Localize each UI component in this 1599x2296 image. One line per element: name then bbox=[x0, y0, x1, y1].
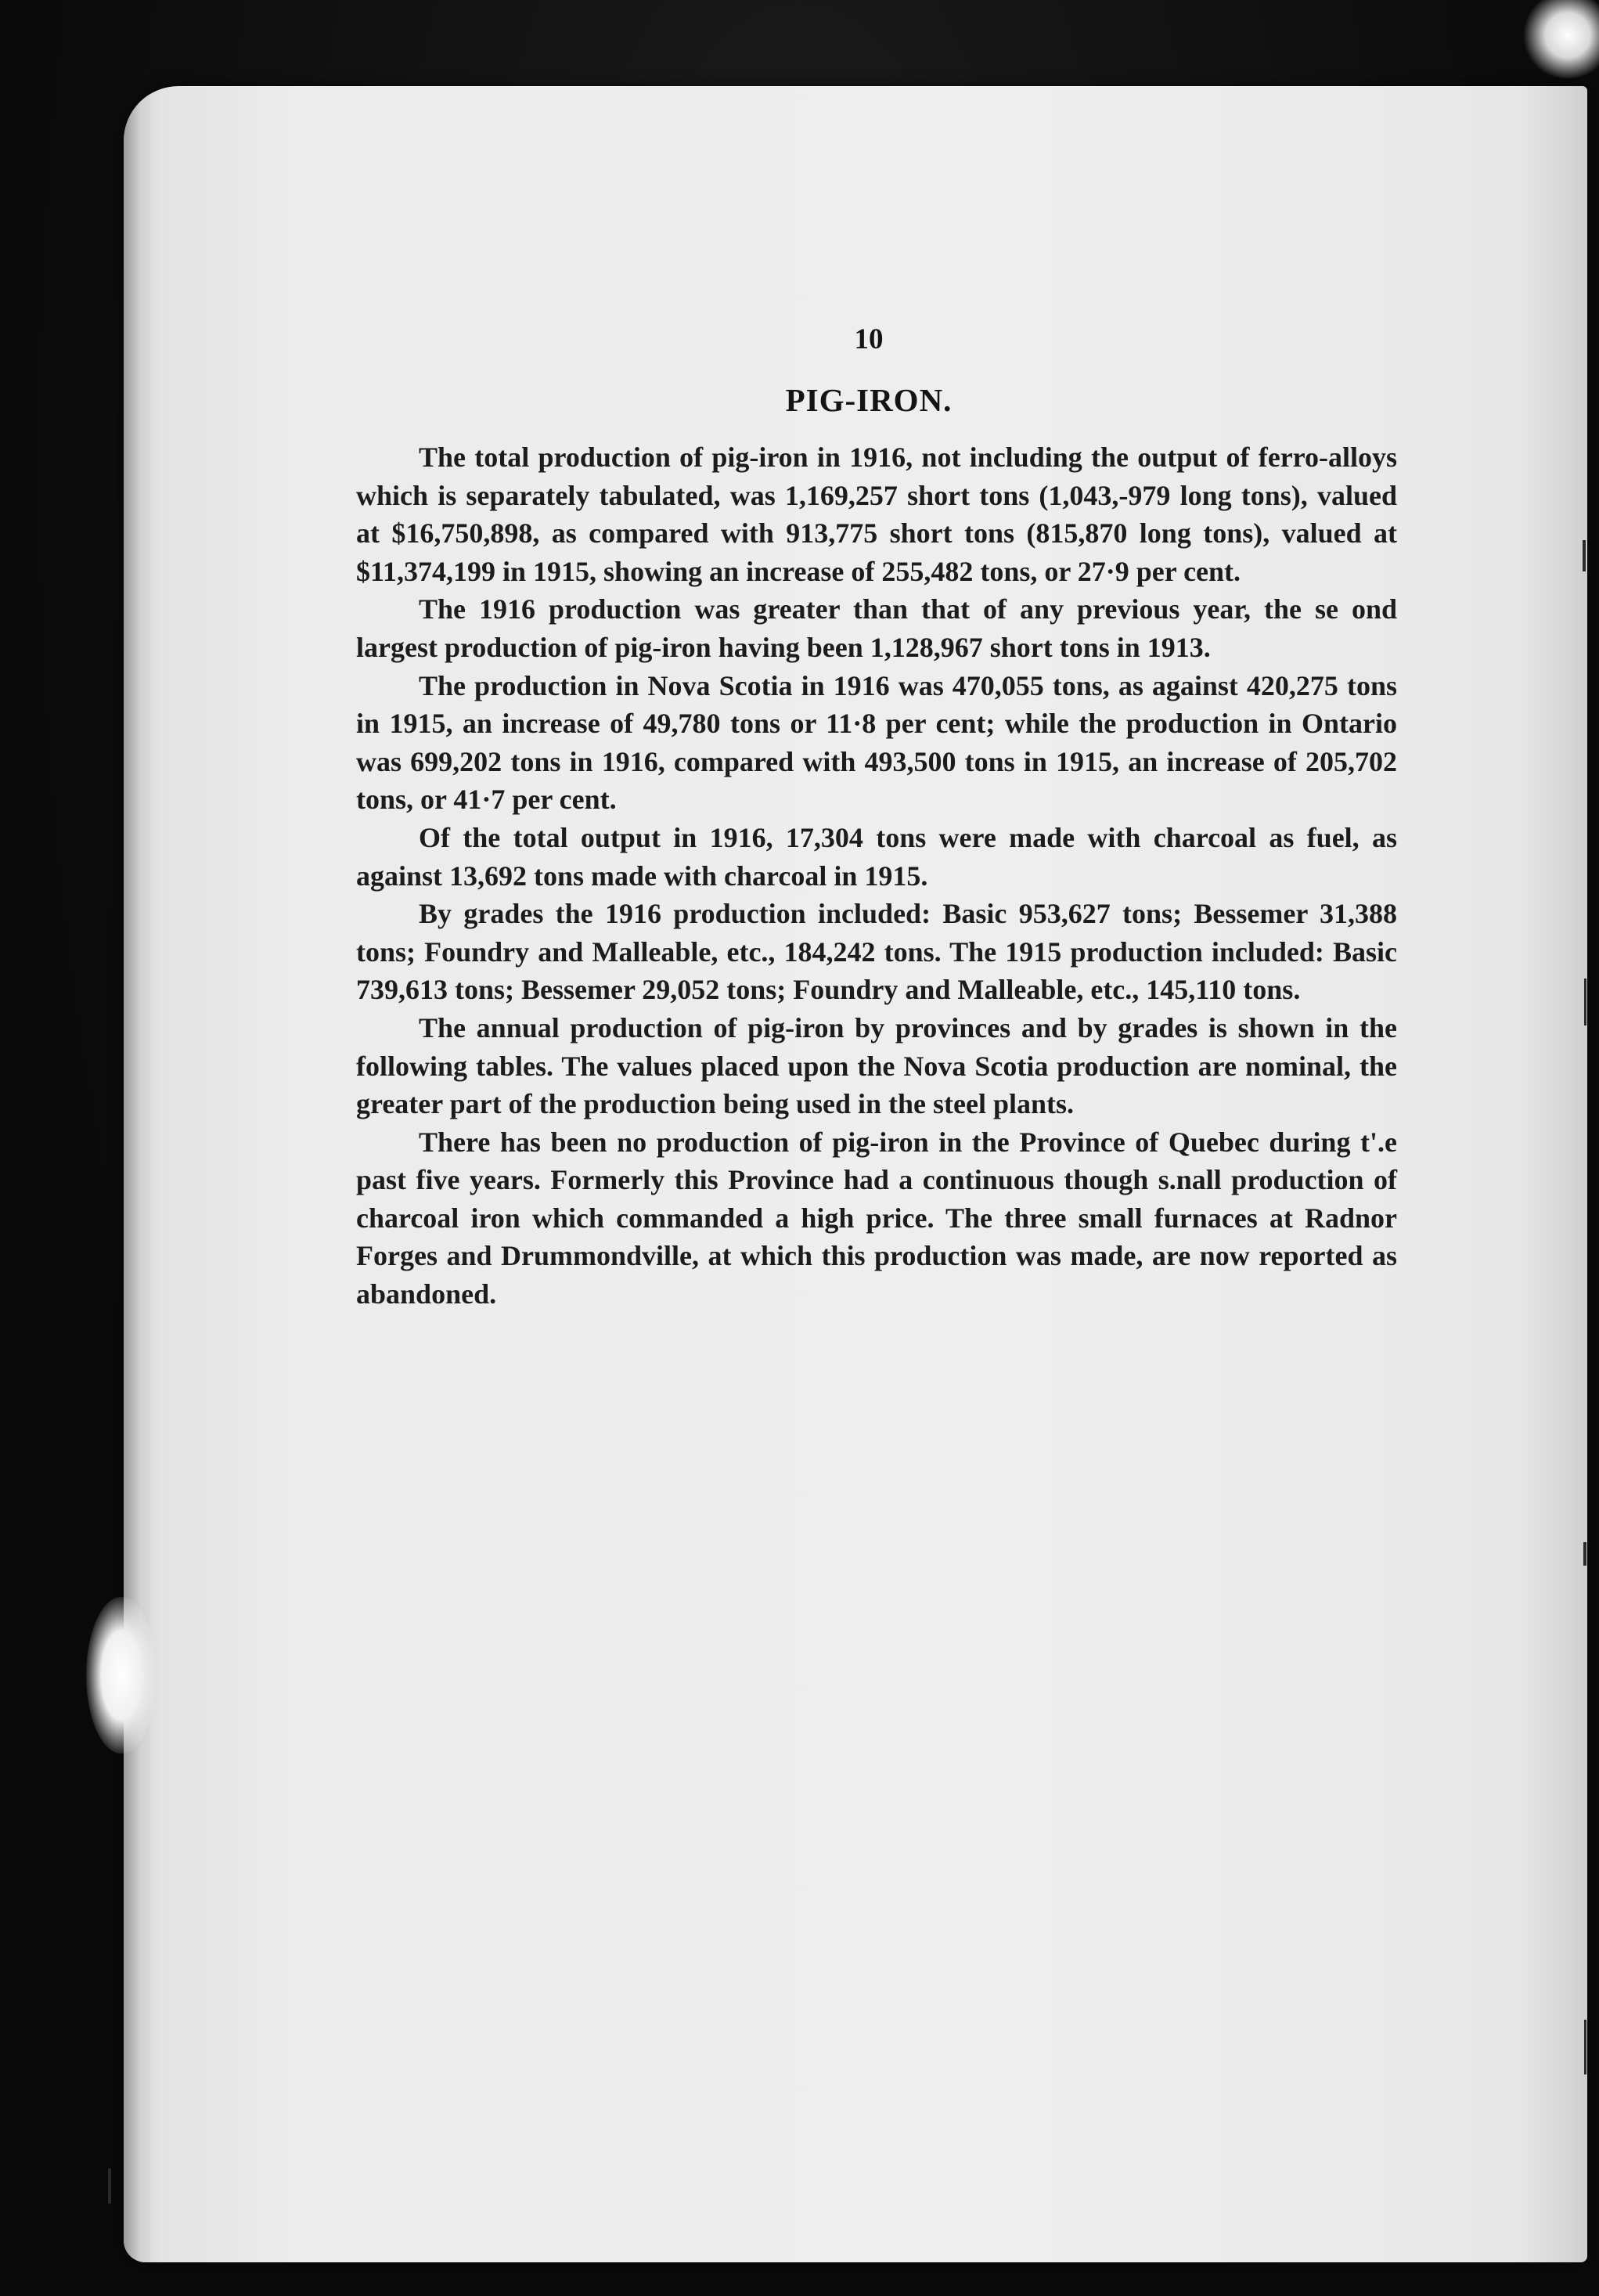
light-glare-top bbox=[1521, 0, 1599, 78]
edge-mark bbox=[1583, 540, 1586, 571]
paragraph: There has been no production of pig-iron in the Province of Quebec during t'.e past five years. Formerly this Province had a continuous though s.nall production of charcoal iron which commanded a high price. The three small furnaces at Radnor Forges and Drummondville, at which this production was made, are now reported as abandoned. bbox=[356, 1126, 1397, 1310]
edge-mark bbox=[1584, 2020, 1586, 2074]
paragraph: Of the total output in 1916, 17,304 tons were made with charcoal as fuel, as against 13,692 tons made with charcoal in 1915. bbox=[356, 821, 1397, 892]
light-glare-left bbox=[86, 1597, 157, 1754]
page-number: 10 bbox=[854, 323, 884, 355]
edge-mark bbox=[1583, 1542, 1586, 1566]
edge-mark bbox=[108, 2168, 111, 2204]
paragraph: The total production of pig-iron in 1916, not including the output of ferro-alloys which is separately tabulated, was 1,169,257 short tons (1,043,-979 long tons), valued at $16,750,898, as compared with 913,775 short tons (815,870 long tons), valued at $11,374,199 in 1915, showing an increase of 255,482 tons, or 27·9 per cent. bbox=[356, 442, 1397, 587]
page-title: PIG-IRON. bbox=[785, 382, 953, 418]
paragraph: The annual production of pig-iron by provinces and by grades is shown in the following tables. The values placed upon the Nova Scotia production are nominal, the greater part of the production being used in the steel plants. bbox=[356, 1011, 1397, 1120]
paragraph: By grades the 1916 production included: Basic 953,627 tons; Bessemer 31,388 tons; Foundry and Malleable, etc., 184,242 tons. The 1915 production included: Basic 739,613 tons; Bessemer 29,052 tons; Foundry and Malleable, etc., 145,110 tons. bbox=[356, 898, 1397, 1006]
edge-mark bbox=[1584, 979, 1586, 1025]
paragraph: The 1916 production was greater than that of any previous year, the se ond largest production of pig-iron having been 1,128,967 short tons in 1913. bbox=[356, 593, 1397, 663]
body-text bbox=[356, 438, 1397, 1314]
paragraph: The production in Nova Scotia in 1916 was 470,055 tons, as against 420,275 tons in 1915, an increase of 49,780 tons or 11·8 per cent; while the production in Ontario was 699,202 tons in 1916, compared with 493,500 tons in 1915, an increase of 205,702 tons, or 41·7 per cent. bbox=[356, 669, 1397, 816]
